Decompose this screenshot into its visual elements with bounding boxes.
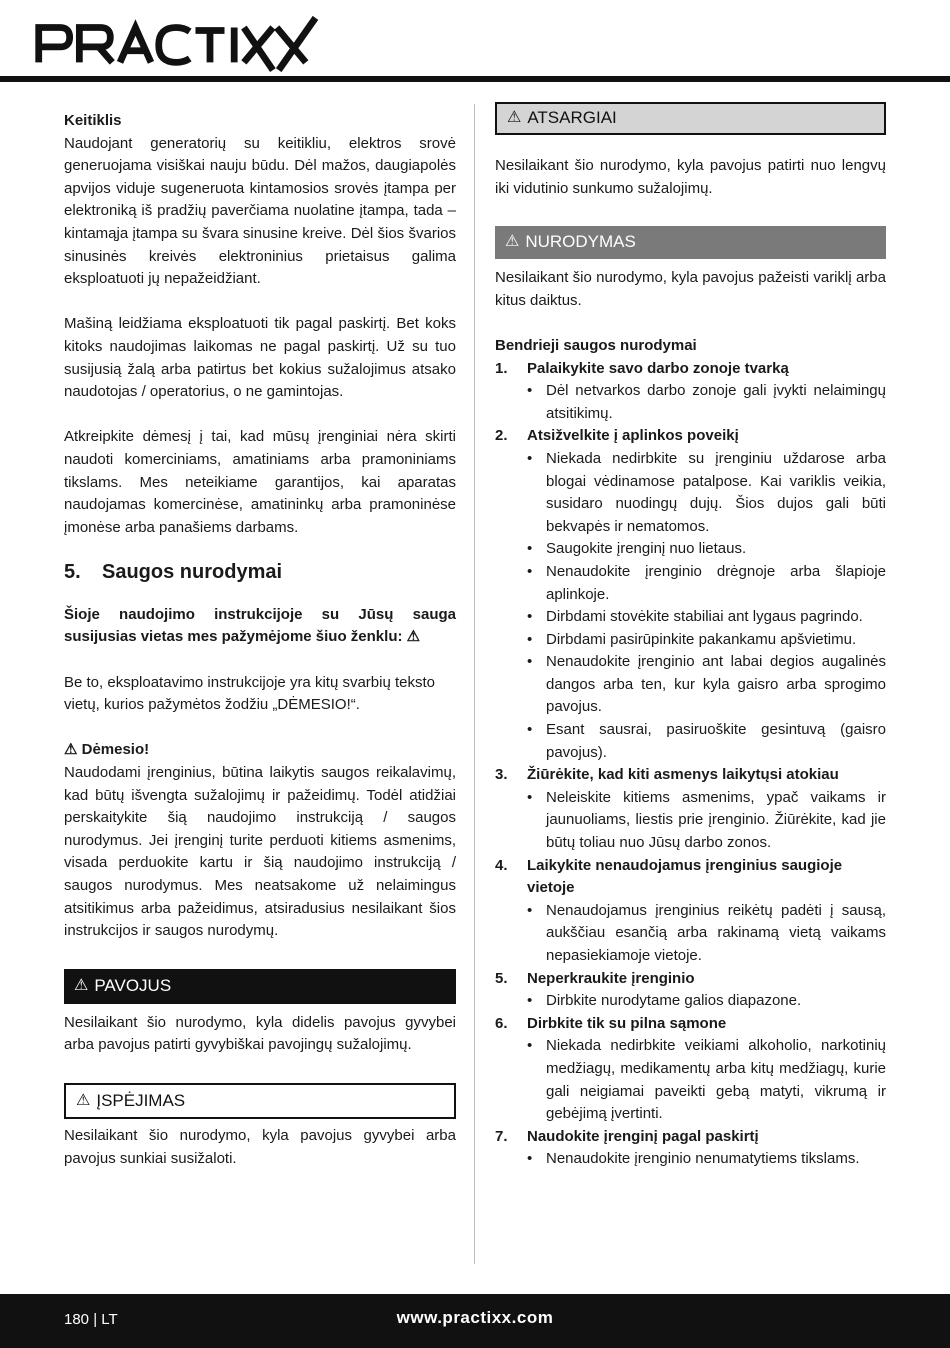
rule-title: Dirbkite tik su pilna sąmone xyxy=(527,1014,727,1032)
rule-bullet: • Dirbdami pasirūpinkite pakankamu apšvietimu. xyxy=(546,629,886,652)
keitiklis-heading: Keitiklis xyxy=(64,112,122,129)
page-header xyxy=(0,0,950,84)
caution-label: ATSARGIAI xyxy=(527,108,617,128)
column-divider xyxy=(474,104,475,1264)
brand-logo xyxy=(30,14,330,74)
rule-bullet: • Dirbkite nurodytame galios diapazone. xyxy=(546,990,886,1013)
header-rule xyxy=(0,76,950,82)
danger-label: PAVOJUS xyxy=(94,975,172,995)
rule-bullet: • Neleiskite kitiems asmenims, ypač vaikams ir jaunuoliams, liestis prie įrenginio. Žiūrėkite, kad jie būtų toliau nuo Jūsų darbo zonos. xyxy=(546,787,886,855)
keitiklis-paragraph: Naudojant generatorių su keitikliu, elektros srovė generuojama visiškai nauju būdu. Dėl mažos, daugiapolės apvijos viduje sugeneruota kintamosios srovės įtampa per elektroniką iš pradžių paverčiama nuolatine įtampa, tada – kintamąja įtampa su švara sinusine kreive. Dėl šios švarios sinusinės kreivės elektroninius prietaisus galima eksploatuoti jų nepažeidžiant. xyxy=(64,134,456,288)
rule-title: Atsižvelkite į aplinkos poveikį xyxy=(527,427,739,445)
rule-number: 7. xyxy=(495,1127,508,1145)
rule-bullet: • Nenaudojamus įrenginius reikėtų padėti į sausą, aukščiau esančią arba rakinamą vietą vaikams nepasiekiamoje vietoje. xyxy=(546,900,886,968)
danger-paragraph: Nesilaikant šio nurodymo, kyla didelis pavojus gyvybei arba pavojus patirti gyvybiškai pavojingų sužalojimų. xyxy=(64,1013,456,1054)
left-column xyxy=(64,110,456,1170)
caution-paragraph: Nesilaikant šio nurodymo, kyla pavojus patirti nuo lengvų iki vidutinio sunkumo sužalojimų. xyxy=(495,157,886,197)
warning-triangle-icon: ⚠ xyxy=(507,109,522,127)
right-column xyxy=(495,102,886,1171)
caution-box xyxy=(495,102,886,135)
notice-label: NURODYMAS xyxy=(525,232,636,252)
attention-paragraph: Naudodami įrenginius, būtina laikytis saugos reikalavimų, kad būtų išvengta sužalojimų ir pažeidimų. Todėl atidžiai perskaitykite šią naudojimo instrukciją / saugos nurodymus. Jei įrenginį turite perduoti kitiems asmenims, visada perduokite kartu ir šią naudojimo instrukciją / saugos nurodymus. Mes neatsakome už nelaimingus atsitikimus arba pažeidimus, atsiradusius nesilaikant šios instrukcijos ir saugos nurodymų. xyxy=(64,764,456,940)
rule-bullet: • Nenaudokite įrenginio nenumatytiems tikslams. xyxy=(546,1148,886,1171)
rule-title: Laikykite nenaudojamus įrenginius saugioje vietoje xyxy=(527,856,843,897)
safety-rules-list xyxy=(495,358,886,1171)
rule-number: 2. xyxy=(495,427,508,445)
website-link[interactable]: www.practixx.com xyxy=(396,1308,554,1327)
attention-word-paragraph: Be to, eksploatavimo instrukcijoje yra kitų svarbių teksto vietų, kurios pažymėtos žodžiu „DĖMESIO!“. xyxy=(64,673,435,714)
rule-bullet: • Dirbdami stovėkite stabiliai ant lygaus pagrindo. xyxy=(546,606,886,629)
rule-number: 4. xyxy=(495,856,508,874)
rule-number: 3. xyxy=(495,766,508,784)
rule-title: Žiūrėkite, kad kiti asmenys laikytųsi atokiau xyxy=(527,766,839,784)
general-safety-heading: Bendrieji saugos nurodymai xyxy=(495,336,697,354)
warning-triangle-icon: ⚠ xyxy=(76,1091,91,1109)
rule-item xyxy=(495,1126,886,1171)
rule-title: Naudokite įrenginį pagal paskirtį xyxy=(527,1127,759,1145)
page-number: 180 | LT xyxy=(64,1311,118,1328)
rule-item xyxy=(495,358,886,426)
rule-bullet: • Nenaudokite įrenginio drėgnoje arba šlapioje aplinkoje. xyxy=(546,561,886,606)
rule-item xyxy=(495,425,886,764)
page-footer xyxy=(0,1294,950,1348)
rule-item xyxy=(495,855,886,968)
rule-bullet: • Saugokite įrenginį nuo lietaus. xyxy=(546,538,886,561)
commercial-paragraph: Atkreipkite dėmesį į tai, kad mūsų įrenginiai nėra skirti naudoti komerciniams, amatiniams arba pramoniniams tikslams. Mes neteikiame garantijos, kai aparatas naudojamas komercinėse, amatininkų arba pramoninėse įmonėse arba panašiems darbams. xyxy=(64,428,456,536)
rule-number: 5. xyxy=(495,969,508,987)
intro-bold-paragraph: Šioje naudojimo instrukcijoje su Jūsų sauga susijusias vietas mes pažymėjome šiuo ženklu: ⚠ xyxy=(64,605,456,646)
rule-bullet: • Esant sausrai, pasiruoškite gesintuvą (gaisro pavojus). xyxy=(546,719,886,764)
usage-paragraph: Mašiną leidžiama eksploatuoti tik pagal paskirtį. Bet koks kitoks naudojimas laikomas ne pagal paskirtį. Už su tuo susijusią žalą arba patirtus bet kokius sužalojimus atsako naudotojas / operatorius, o ne gamintojas. xyxy=(64,315,456,401)
warning-box xyxy=(64,1083,456,1119)
attention-heading: ⚠ Dėmesio! xyxy=(64,741,150,759)
warning-paragraph: Nesilaikant šio nurodymo, kyla pavojus gyvybei arba pavojus sunkiai susižaloti. xyxy=(64,1126,456,1167)
rule-item xyxy=(495,968,886,1013)
rule-title: Palaikykite savo darbo zonoje tvarką xyxy=(527,359,789,377)
section-heading xyxy=(64,561,456,584)
rule-bullet: • Dėl netvarkos darbo zonoje gali įvykti nelaimingų atsitikimų. xyxy=(546,380,886,425)
warning-triangle-icon: ⚠ xyxy=(74,976,89,994)
danger-box xyxy=(64,969,456,1004)
rule-number: 6. xyxy=(495,1014,508,1032)
rule-item xyxy=(495,1013,886,1126)
section-title: Saugos nurodymai xyxy=(102,561,283,584)
rule-number: 1. xyxy=(495,359,508,377)
rule-title: Neperkraukite įrenginio xyxy=(527,969,695,987)
section-number: 5. xyxy=(64,561,81,584)
notice-paragraph: Nesilaikant šio nurodymo, kyla pavojus pažeisti variklį arba kitus daiktus. xyxy=(495,269,886,309)
rule-bullet: • Niekada nedirbkite veikiami alkoholio, narkotinių medžiagų, medikamentų arba kitų medžiagų, kurie gali neigiamai paveikti gebą matyti, vikrumą ir gebėjimą įvertinti. xyxy=(546,1035,886,1125)
notice-box xyxy=(495,226,886,259)
rule-item xyxy=(495,764,886,854)
rule-bullet: • Niekada nedirbkite su įrenginiu uždarose arba blogai vėdinamose patalpose. Kai variklis veikia, susidaro nuodingų dujų. Šios dujos gali būti bekvapės ir nematomos. xyxy=(546,448,886,538)
warning-label: ĮSPĖJIMAS xyxy=(96,1090,186,1110)
warning-triangle-icon: ⚠ xyxy=(505,233,520,251)
rule-bullet: • Nenaudokite įrenginio ant labai degios augalinės dangos arba ten, kur kyla gaisro arba sprogimo pavojus. xyxy=(546,651,886,719)
